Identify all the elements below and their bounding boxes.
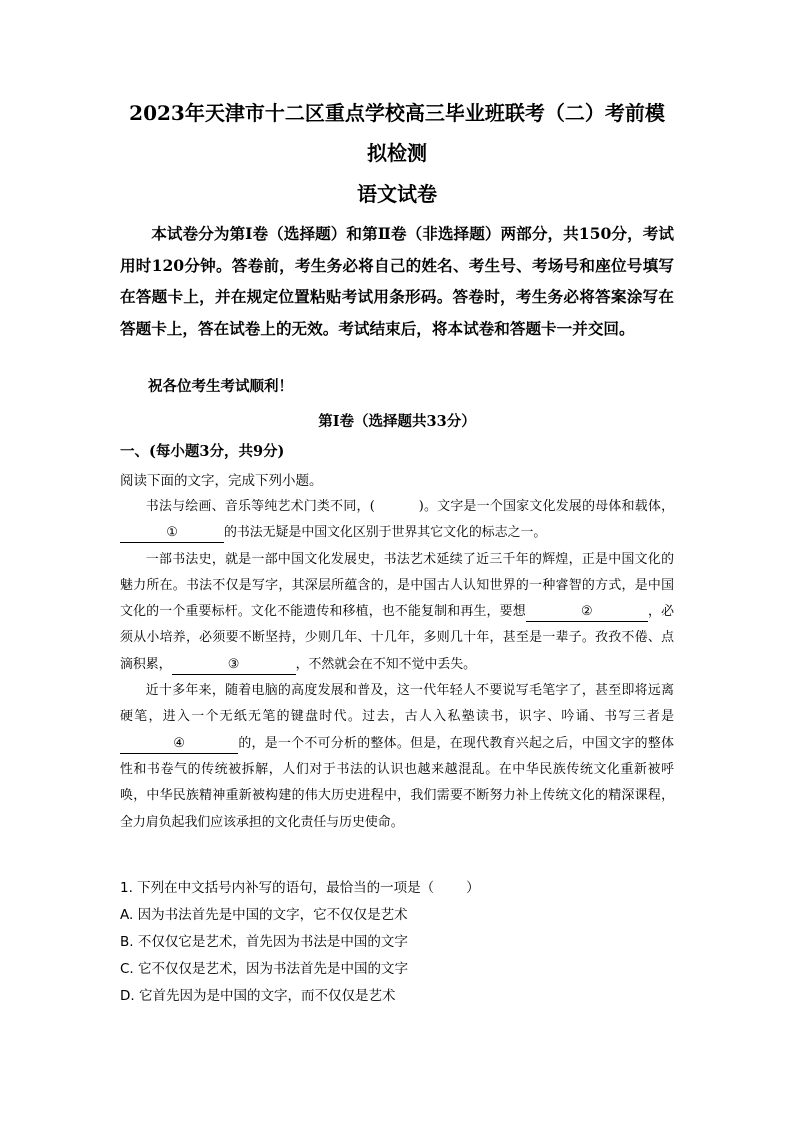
passage-text: ，必须从小培养，必须要不断坚持，少则几年、十几年，多则几十年，甚至是一辈子。孜孜不倦、点滴积累， <box>120 604 675 672</box>
good-luck-message: 祝各位考生考试顺利！ <box>148 378 293 395</box>
exam-subtitle: 语文试卷 <box>357 182 437 206</box>
blank-3: ③ <box>172 656 296 675</box>
part-one-title: 第Ⅰ卷（选择题共33分） <box>318 413 476 430</box>
passage-text: )。文字是一个国家文化发展的母体和载体， <box>418 499 675 514</box>
blank-1: ① <box>120 524 224 543</box>
question-1 <box>120 875 674 1010</box>
question-stem: 1. 下列在中文括号内补写的语句，最恰当的一项是（ ） <box>120 880 480 896</box>
passage-paragraph-1 <box>120 494 674 547</box>
exam-title: 2023年天津市十二区重点学校高三毕业班联考（二）考前模拟检测 <box>129 101 665 165</box>
intro-paragraph: 本试卷分为第Ⅰ卷（选择题）和第Ⅱ卷（非选择题）两部分，共150分，考试用时120分钟。答卷前，考生务必将自己的姓名、考生号、考场号和座位号填写在答题卡上，并在规定位置粘贴考试用条形码。答卷时，考生务必将答案涂写在答题卡上，答在试卷上的无效。考试结束后，将本试卷和答题卡一并交回。 <box>120 224 674 338</box>
option-c[interactable]: C. 它不仅仅是艺术，因为书法首先是中国的文字 <box>120 961 409 977</box>
passage-text: ，不然就会在不知不觉中丢失。 <box>295 656 477 672</box>
passage-text: 一部书法史，就是一部中国文化发展史，书法艺术延续了近三千年的辉煌，正是中国文化的魅力所在。书法不仅是写字，其深层所蕴含的，是中国古人认知世界的一种睿智的方式，是中国文化的一个重要标杆。文化不能遗传和移植，也不能复制和再生，要想 <box>120 551 674 620</box>
passage-paragraph-2 <box>120 547 674 678</box>
blank-4: ④ <box>120 735 238 754</box>
option-a[interactable]: A. 因为书法首先是中国的文字，它不仅仅是艺术 <box>120 907 408 923</box>
passage-text: 书法与绘画、音乐等纯艺术门类不同，( <box>145 499 375 514</box>
reading-instruction: 阅读下面的文字，完成下列小题。 <box>120 473 323 489</box>
passage-text: 的，是一个不可分析的整体。但是，在现代教育兴起之后，中国文字的整体性和书卷气的传统被拆解，人们对于书法的认识也越来越混乱。在中华民族传统文化重新被呼唤，中华民族精神重新被构建的伟大历史进程中，我们需要不断努力补上传统文化的精深课程，全力肩负起我们应该承担的文化责任与历史使命。 <box>120 735 674 830</box>
passage-text: 近十多年来，随着电脑的高度发展和普及，这一代年轻人不要说写毛笔字了，甚至即将远离硬笔，进入一个无纸无笔的键盘时代。过去，古人入私塾读书，识字、吟诵、书写三者是 <box>120 683 674 725</box>
section-one-title: 一、(每小题3分，共9分) <box>120 443 285 460</box>
option-d[interactable]: D. 它首先因为是中国的文字，而不仅仅是艺术 <box>120 988 396 1004</box>
exam-instructions <box>120 218 674 344</box>
reading-passage <box>120 494 674 836</box>
option-b[interactable]: B. 不仅仅它是艺术，首先因为书法是中国的文字 <box>120 934 408 950</box>
passage-text: 的书法无疑是中国文化区别于世界其它文化的标志之一。 <box>224 525 547 541</box>
blank-2: ② <box>526 603 648 622</box>
passage-paragraph-3 <box>120 678 674 836</box>
